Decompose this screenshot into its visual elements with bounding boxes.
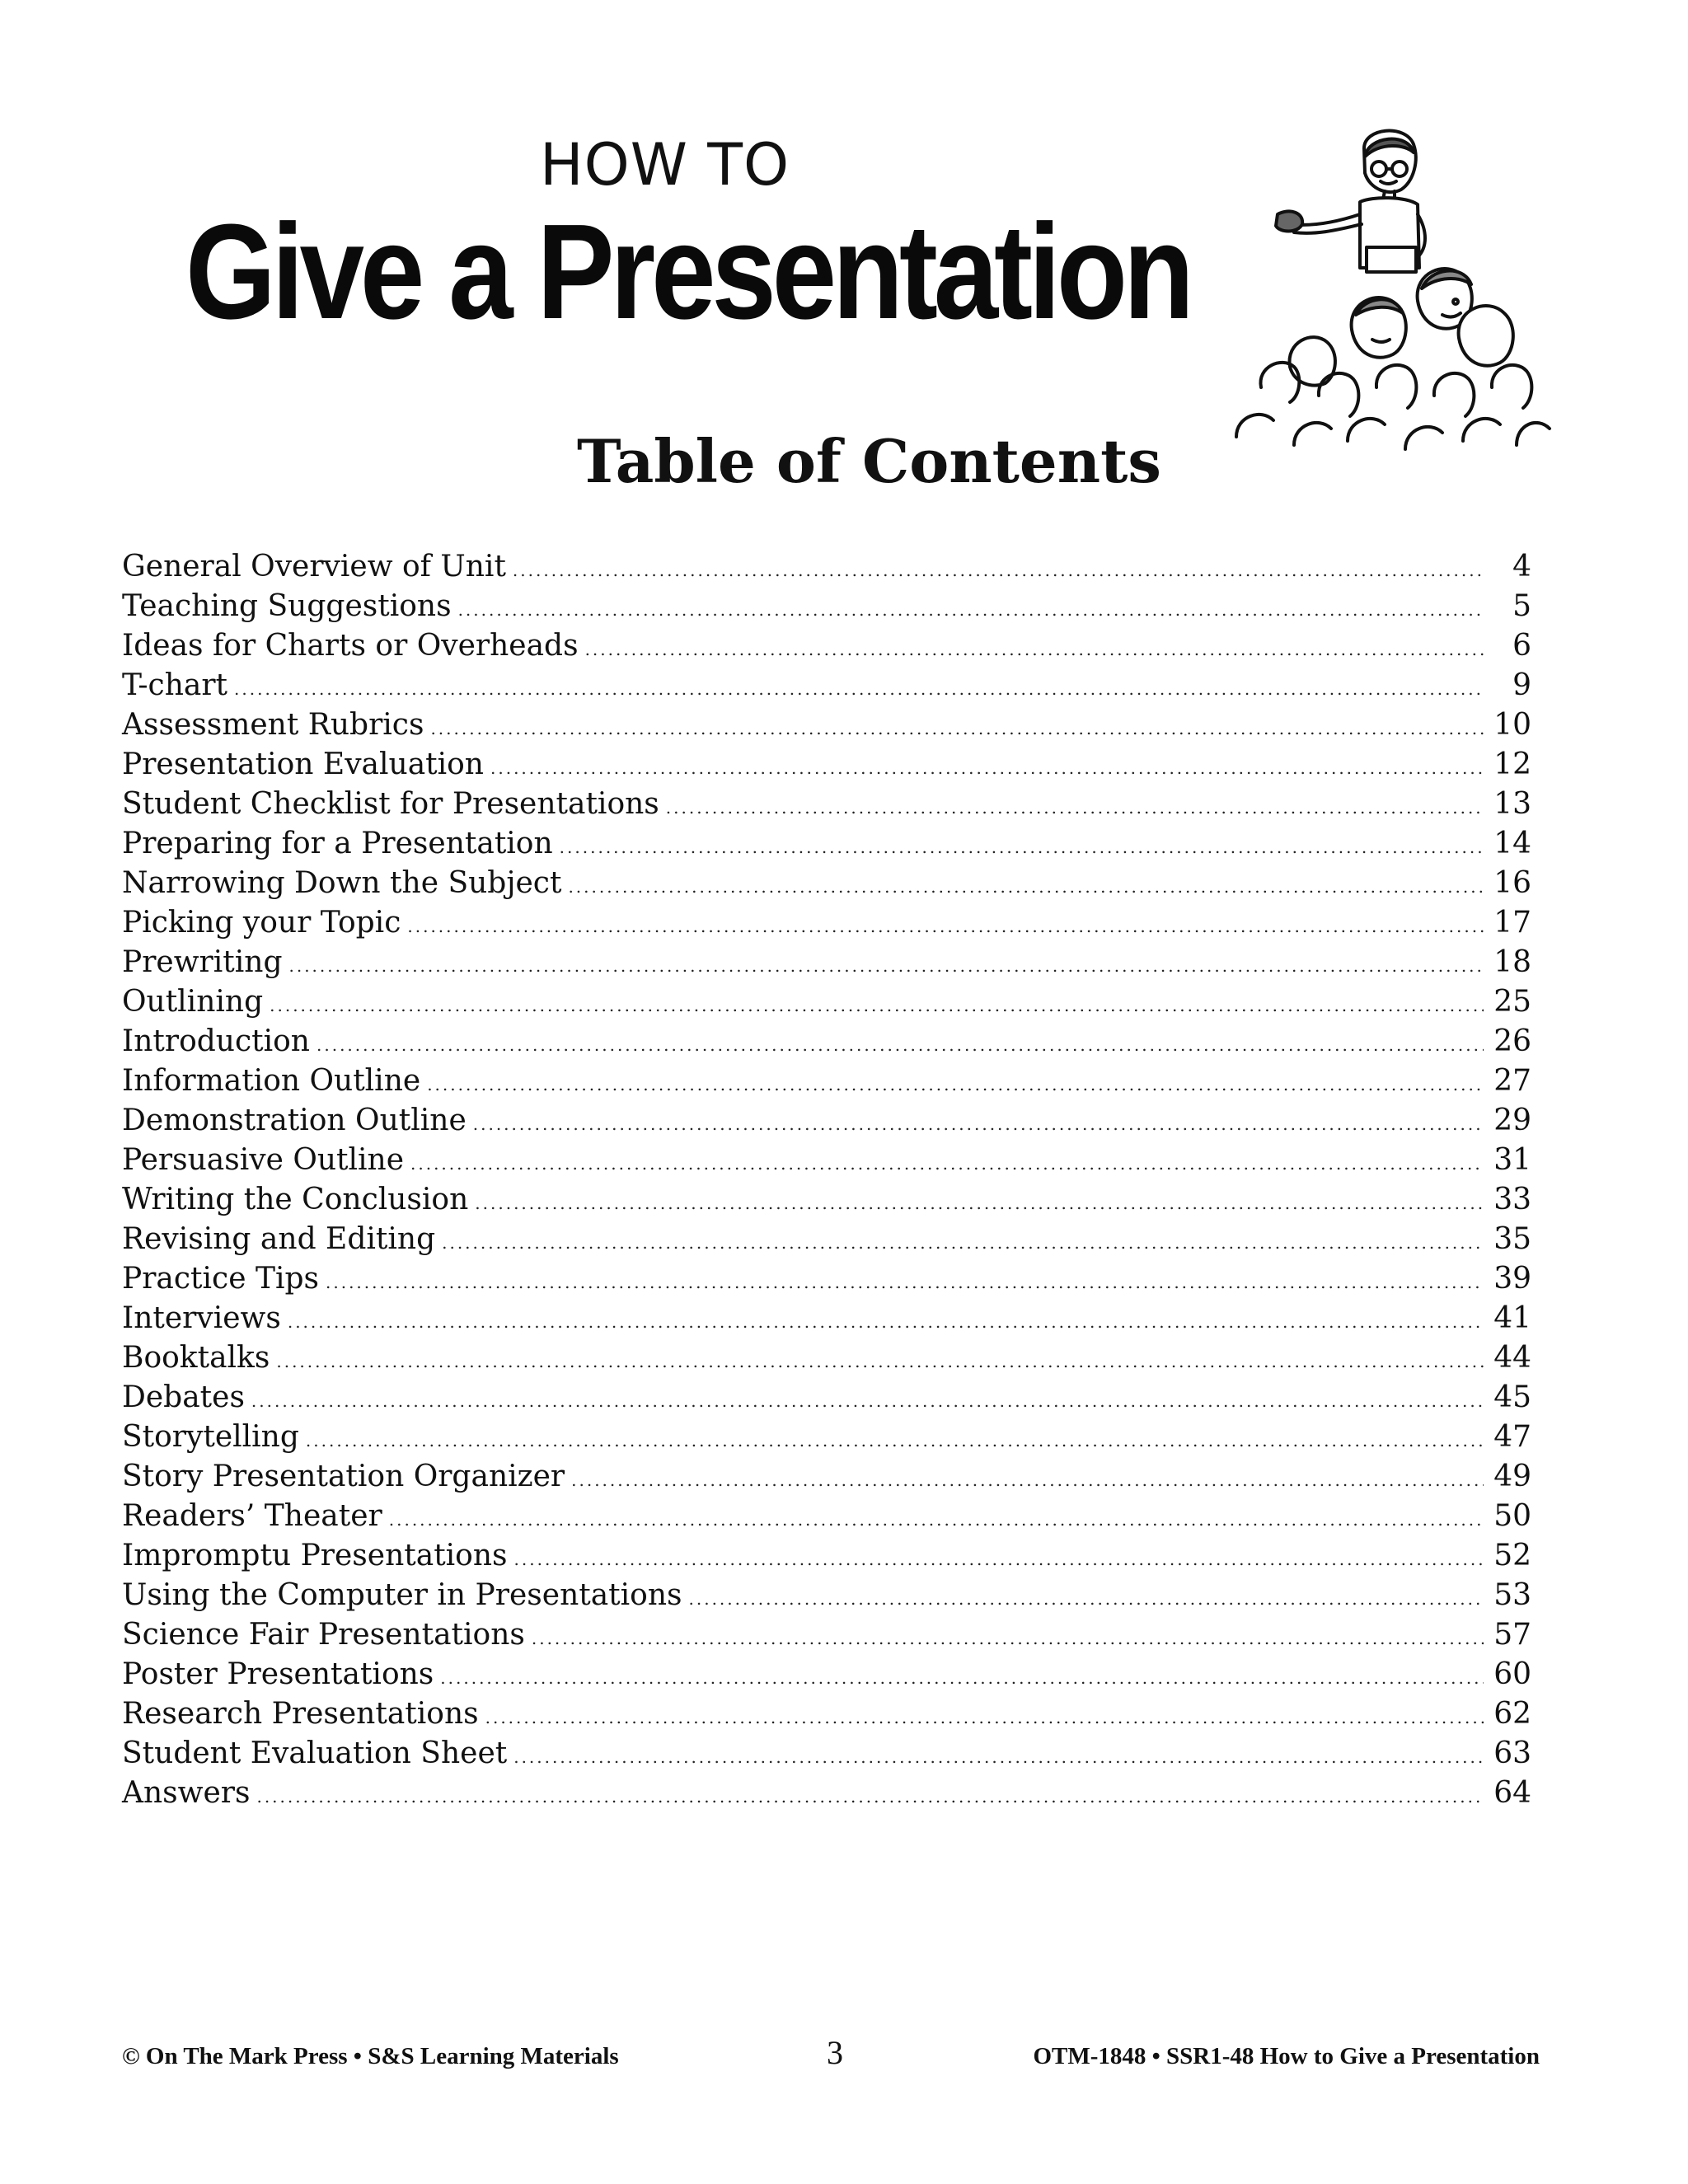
toc-leader-dots bbox=[485, 1698, 1484, 1737]
toc-entry-title: Interviews bbox=[122, 1301, 281, 1335]
footer-copyright: © On The Mark Press • S&S Learning Materials bbox=[122, 2043, 619, 2069]
toc-entry bbox=[122, 1299, 1531, 1338]
toc-leader-dots bbox=[427, 1065, 1484, 1104]
presenter-with-audience-illustration bbox=[1212, 124, 1558, 486]
footer-page-number: 3 bbox=[827, 2034, 843, 2071]
toc-entry-title: General Overview of Unit bbox=[122, 550, 506, 583]
toc-entry-page: 12 bbox=[1493, 748, 1531, 781]
toc-entry-page: 44 bbox=[1493, 1341, 1531, 1375]
toc-entry-page: 33 bbox=[1493, 1183, 1531, 1216]
title-kicker: HOW TO bbox=[540, 131, 790, 199]
toc-entry-title: Information Outline bbox=[122, 1064, 421, 1098]
presenter-figure bbox=[1276, 131, 1425, 272]
toc-entry-page: 52 bbox=[1493, 1539, 1531, 1572]
toc-leader-dots bbox=[560, 827, 1484, 867]
toc-entry-page: 6 bbox=[1512, 629, 1531, 663]
toc-entry-page: 9 bbox=[1512, 668, 1531, 702]
toc-entry-title: Student Evaluation Sheet bbox=[122, 1736, 508, 1770]
toc-entry-title: Practice Tips bbox=[122, 1262, 319, 1296]
toc-entry bbox=[122, 745, 1531, 785]
toc-entry-page: 57 bbox=[1493, 1618, 1531, 1652]
audience-figures bbox=[1236, 269, 1550, 449]
toc-leader-dots bbox=[326, 1263, 1484, 1302]
toc-entry-page: 13 bbox=[1493, 787, 1531, 821]
toc-entry-page: 64 bbox=[1493, 1776, 1531, 1810]
toc-leader-dots bbox=[689, 1579, 1484, 1619]
toc-entry-title: Debates bbox=[122, 1380, 245, 1414]
toc-entry-page: 39 bbox=[1493, 1262, 1531, 1296]
toc-leader-dots bbox=[288, 946, 1484, 986]
toc-entry bbox=[122, 1220, 1531, 1259]
toc-entry-page: 14 bbox=[1493, 827, 1531, 860]
toc-entry-title: Picking your Topic bbox=[122, 906, 401, 940]
toc-entry-title: Impromptu Presentations bbox=[122, 1539, 508, 1572]
toc-leader-dots bbox=[568, 867, 1484, 907]
toc-entry bbox=[122, 1062, 1531, 1101]
toc-leader-dots bbox=[256, 1777, 1484, 1816]
toc-entry-title: Persuasive Outline bbox=[122, 1143, 404, 1177]
toc-leader-dots bbox=[270, 986, 1484, 1025]
toc-entry-title: Writing the Conclusion bbox=[122, 1183, 469, 1216]
toc-entry bbox=[122, 1734, 1531, 1774]
toc-leader-dots bbox=[514, 1540, 1484, 1579]
toc-entry-title: Ideas for Charts or Overheads bbox=[122, 629, 579, 663]
page-title: Give a Presentation bbox=[185, 196, 1190, 347]
toc-entry bbox=[122, 785, 1531, 824]
toc-leader-dots bbox=[410, 1144, 1484, 1183]
toc-entry bbox=[122, 666, 1531, 705]
toc-entry bbox=[122, 547, 1531, 587]
toc-entry bbox=[122, 1694, 1531, 1734]
toc-entry bbox=[122, 1497, 1531, 1536]
toc-entry bbox=[122, 1774, 1531, 1813]
toc-entry bbox=[122, 903, 1531, 943]
toc-entry bbox=[122, 1615, 1531, 1655]
toc-entry-title: T-chart bbox=[122, 668, 228, 702]
toc-leader-dots bbox=[288, 1302, 1484, 1342]
toc-entry-title: Presentation Evaluation bbox=[122, 748, 484, 781]
toc-entry-page: 16 bbox=[1493, 866, 1531, 900]
toc-entry bbox=[122, 1378, 1531, 1418]
toc-leader-dots bbox=[389, 1500, 1484, 1540]
toc-entry-title: Student Checklist for Presentations bbox=[122, 787, 659, 821]
toc-entry bbox=[122, 1141, 1531, 1180]
toc-entry-page: 35 bbox=[1493, 1222, 1531, 1256]
toc-entry-page: 45 bbox=[1493, 1380, 1531, 1414]
toc-entry bbox=[122, 1180, 1531, 1220]
toc-leader-dots bbox=[316, 1025, 1484, 1065]
toc-entry-page: 27 bbox=[1493, 1064, 1531, 1098]
toc-entry-page: 31 bbox=[1493, 1143, 1531, 1177]
page-footer bbox=[122, 2034, 1540, 2073]
toc-entry-title: Outlining bbox=[122, 985, 264, 1019]
toc-entry bbox=[122, 587, 1531, 626]
toc-entry-title: Prewriting bbox=[122, 945, 283, 979]
toc-entry bbox=[122, 1259, 1531, 1299]
toc-entry bbox=[122, 864, 1531, 903]
toc-entry-title: Answers bbox=[122, 1776, 251, 1810]
toc-leader-dots bbox=[276, 1342, 1484, 1381]
toc-leader-dots bbox=[442, 1223, 1484, 1263]
toc-leader-dots bbox=[473, 1104, 1484, 1144]
toc-entry-page: 53 bbox=[1493, 1578, 1531, 1612]
toc-leader-dots bbox=[532, 1619, 1484, 1658]
toc-entry bbox=[122, 1457, 1531, 1497]
toc-entry-page: 50 bbox=[1493, 1499, 1531, 1533]
toc-entry bbox=[122, 1338, 1531, 1378]
toc-entry-title: Research Presentations bbox=[122, 1697, 479, 1731]
toc-leader-dots bbox=[430, 709, 1484, 748]
toc-entry-page: 26 bbox=[1493, 1024, 1531, 1058]
toc-entry bbox=[122, 982, 1531, 1022]
toc-entry bbox=[122, 1022, 1531, 1062]
toc-entry-title: Introduction bbox=[122, 1024, 310, 1058]
toc-entry bbox=[122, 824, 1531, 864]
toc-entry bbox=[122, 1576, 1531, 1615]
toc-leader-dots bbox=[306, 1421, 1484, 1460]
toc-entry-page: 63 bbox=[1493, 1736, 1531, 1770]
toc-entry-page: 49 bbox=[1493, 1460, 1531, 1493]
toc-entry-title: Assessment Rubrics bbox=[122, 708, 424, 742]
table-of-contents-list bbox=[122, 547, 1531, 1813]
toc-entry-page: 62 bbox=[1493, 1697, 1531, 1731]
toc-entry bbox=[122, 1536, 1531, 1576]
toc-entry-title: Preparing for a Presentation bbox=[122, 827, 553, 860]
toc-leader-dots bbox=[440, 1658, 1484, 1698]
toc-entry-page: 47 bbox=[1493, 1420, 1531, 1454]
toc-leader-dots bbox=[407, 907, 1484, 946]
toc-entry-title: Revising and Editing bbox=[122, 1222, 436, 1256]
toc-entry-title: Using the Computer in Presentations bbox=[122, 1578, 682, 1612]
toc-entry-page: 10 bbox=[1493, 708, 1531, 742]
toc-leader-dots bbox=[513, 1737, 1484, 1777]
toc-leader-dots bbox=[234, 669, 1484, 709]
toc-entry-title: Storytelling bbox=[122, 1420, 299, 1454]
toc-entry-title: Story Presentation Organizer bbox=[122, 1460, 565, 1493]
toc-entry-page: 18 bbox=[1493, 945, 1531, 979]
toc-entry-title: Teaching Suggestions bbox=[122, 589, 452, 623]
toc-heading: Table of Contents bbox=[577, 426, 1161, 496]
toc-leader-dots bbox=[475, 1183, 1484, 1223]
toc-leader-dots bbox=[458, 590, 1484, 630]
toc-entry-page: 25 bbox=[1493, 985, 1531, 1019]
toc-entry-title: Narrowing Down the Subject bbox=[122, 866, 562, 900]
toc-leader-dots bbox=[513, 551, 1484, 590]
toc-entry-page: 17 bbox=[1493, 906, 1531, 940]
toc-entry bbox=[122, 1101, 1531, 1141]
toc-leader-dots bbox=[666, 788, 1484, 827]
toc-leader-dots bbox=[490, 748, 1484, 788]
toc-entry-page: 5 bbox=[1512, 589, 1531, 623]
toc-entry-title: Readers’ Theater bbox=[122, 1499, 382, 1533]
toc-leader-dots bbox=[585, 630, 1484, 669]
toc-entry bbox=[122, 626, 1531, 666]
toc-entry-title: Booktalks bbox=[122, 1341, 270, 1375]
toc-entry-page: 41 bbox=[1493, 1301, 1531, 1335]
toc-entry-page: 4 bbox=[1512, 550, 1531, 583]
toc-leader-dots bbox=[251, 1381, 1484, 1421]
toc-leader-dots bbox=[571, 1460, 1484, 1500]
footer-product-code: OTM-1848 • SSR1-48 How to Give a Presentation bbox=[1033, 2043, 1540, 2069]
toc-entry bbox=[122, 1655, 1531, 1694]
toc-entry bbox=[122, 943, 1531, 982]
toc-entry bbox=[122, 705, 1531, 745]
toc-entry-page: 60 bbox=[1493, 1657, 1531, 1691]
toc-entry bbox=[122, 1418, 1531, 1457]
toc-entry-title: Science Fair Presentations bbox=[122, 1618, 525, 1652]
toc-entry-title: Demonstration Outline bbox=[122, 1104, 467, 1137]
toc-entry-page: 29 bbox=[1493, 1104, 1531, 1137]
toc-entry-title: Poster Presentations bbox=[122, 1657, 434, 1691]
